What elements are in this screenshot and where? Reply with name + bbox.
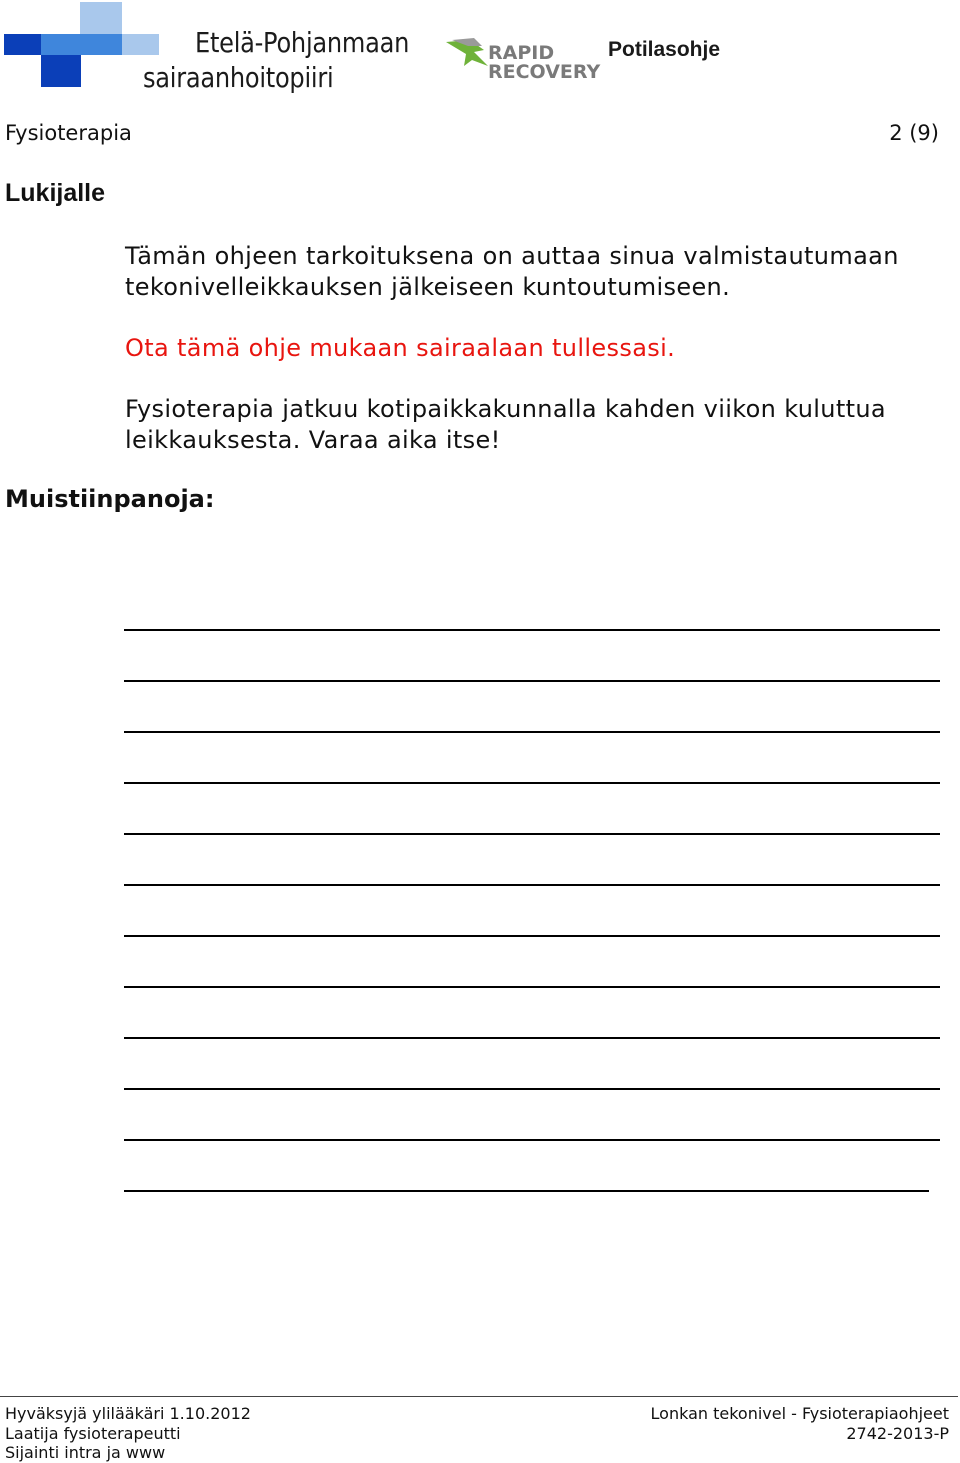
note-line (124, 1088, 940, 1090)
department-label: Fysioterapia (5, 121, 132, 145)
organization-name-line2: sairaanhoitopiiri (143, 61, 334, 94)
note-line (124, 782, 940, 784)
footer-document-title: Lonkan tekonivel - Fysioterapiaohjeet (650, 1404, 949, 1423)
note-line (124, 1139, 940, 1141)
note-line (124, 833, 940, 835)
section-heading-notes: Muistiinpanoja: (5, 485, 215, 513)
notes-writing-lines (124, 629, 940, 1241)
paragraph-purpose: Tämän ohjeen tarkoituksena on auttaa sinua valmistautumaan tekonivelleikkauksen jälkeiseen kuntoutumiseen. (125, 242, 899, 301)
rapid-recovery-line1: RAPID (488, 42, 555, 64)
footer-author: Laatija fysioterapeutti (5, 1423, 181, 1443)
note-line (124, 884, 940, 886)
footer-divider (0, 1396, 958, 1397)
note-line (124, 935, 940, 937)
footer-document-info (651, 1404, 949, 1443)
page-number: 2 (9) (889, 121, 939, 145)
note-line (124, 680, 940, 682)
footer-document-code: 2742-2013-P (846, 1423, 949, 1443)
rapid-recovery-logo-text (488, 44, 600, 82)
organization-name-line1: Etelä-Pohjanmaan (195, 26, 410, 59)
paragraph-physio-continuation: Fysioterapia jatkuu kotipaikkakunnalla kahden viikon kuluttua leikkauksesta. Varaa aika itse! (125, 395, 886, 454)
paragraph-bring-along-notice: Ota tämä ohje mukaan sairaalaan tullessasi. (125, 334, 676, 362)
footer-approver: Hyväksyjä ylilääkäri 1.10.2012 (5, 1404, 251, 1423)
rapid-recovery-line2: RECOVERY (488, 61, 601, 83)
note-line (124, 1037, 940, 1039)
note-line (124, 986, 940, 988)
page-header (0, 0, 960, 100)
note-line (124, 731, 940, 733)
footer-location: Sijainti intra ja www (5, 1443, 166, 1462)
footer-approval-info (5, 1404, 251, 1463)
document-type-label: Potilasohje (608, 38, 721, 61)
note-line (124, 629, 940, 631)
section-heading-reader: Lukijalle (5, 179, 106, 207)
note-line (124, 1190, 929, 1192)
